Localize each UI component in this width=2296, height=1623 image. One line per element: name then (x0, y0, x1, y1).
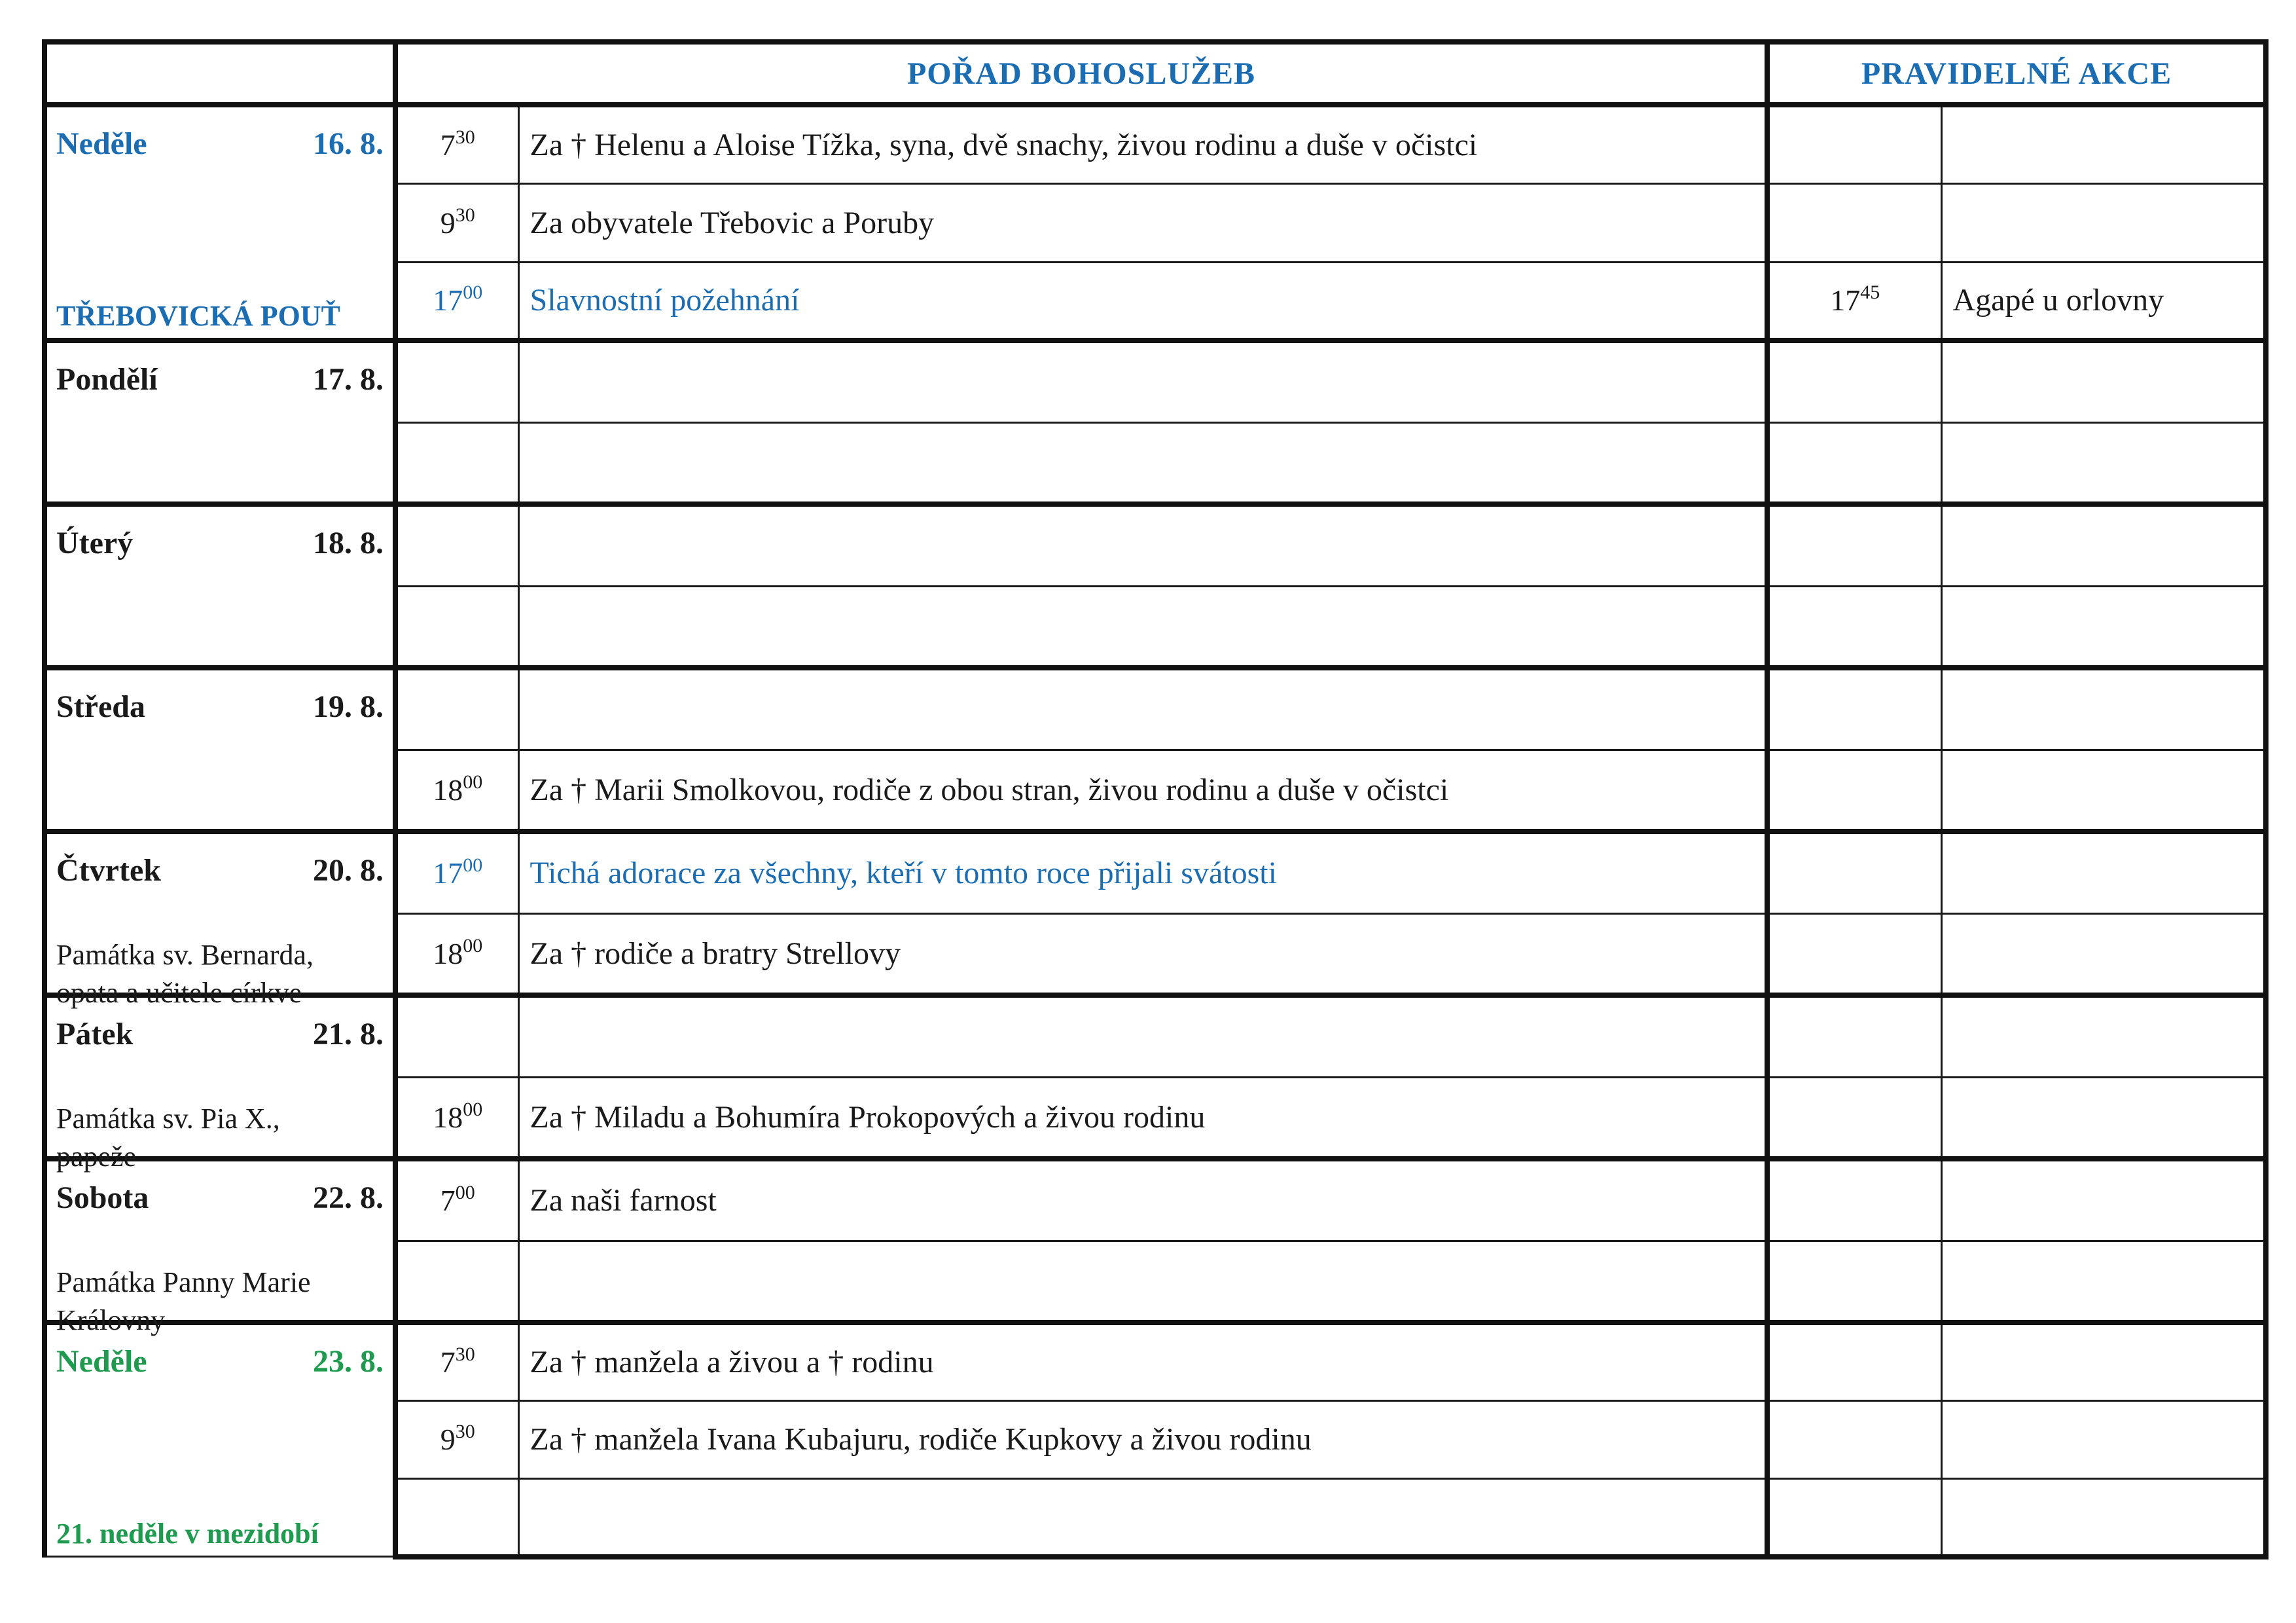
mass-time (395, 913, 518, 995)
day-block (56, 1343, 384, 1556)
memorial-line-1: Památka sv. Bernarda, (56, 939, 314, 971)
day-cell-nedele (45, 105, 395, 340)
services-title: POŘAD BOHOSLUŽEB (395, 42, 1767, 105)
schedule-row (45, 340, 2266, 422)
mass-intention (518, 586, 1767, 668)
mass-time (395, 105, 518, 183)
event-time (1767, 1241, 1941, 1322)
mass-time-minute: 00 (463, 771, 483, 793)
day-cell-pondeli (45, 340, 395, 504)
schedule-table (42, 39, 2269, 1559)
mass-time-hour: 7 (440, 1345, 456, 1379)
day-name: Úterý (56, 526, 134, 560)
event-name (1941, 1400, 2266, 1478)
schedule-row (45, 668, 2266, 750)
mass-time-minute: 00 (463, 934, 483, 957)
day-cell-nedele (45, 1322, 395, 1557)
event-name (1941, 1322, 2266, 1400)
day-date: 19. 8. (313, 689, 384, 724)
memorial-line-2: Královny (56, 1304, 166, 1336)
event-time (1767, 995, 1941, 1077)
schedule-row (45, 504, 2266, 586)
schedule-body (45, 42, 2266, 1557)
mass-intention: Za obyvatele Třebovic a Poruby (518, 183, 1767, 262)
event-time (1767, 183, 1941, 262)
day-feast-note: 21. neděle v mezidobí (56, 1518, 319, 1550)
memorial-line-1: Památka sv. Pia X., (56, 1103, 280, 1135)
event-time (1767, 750, 1941, 831)
mass-time-minute: 30 (455, 204, 475, 226)
event-name (1941, 913, 2266, 995)
mass-intention (518, 340, 1767, 422)
event-time-hour: 17 (1830, 283, 1861, 318)
day-block (56, 1180, 384, 1336)
event-name: Agapé u orlovny (1941, 262, 2266, 340)
mass-intention: Tichá adorace za všechny, kteří v tomto roce přijali svátosti (518, 831, 1767, 913)
day-heading (56, 1180, 384, 1216)
day-name: Neděle (56, 126, 147, 161)
mass-time-hour: 18 (433, 1100, 463, 1134)
event-name (1941, 995, 2266, 1077)
mass-intention: Za † rodiče a bratry Strellovy (518, 913, 1767, 995)
mass-time-minute: 30 (455, 126, 475, 148)
memorial-line-2: opata a učitele církve (56, 977, 302, 1009)
mass-time-hour: 18 (433, 936, 463, 970)
schedule-row (45, 105, 2266, 183)
mass-time-hour: 7 (440, 128, 456, 162)
event-time (1767, 422, 1941, 504)
day-block (56, 1016, 384, 1173)
day-heading (56, 689, 384, 725)
mass-time (395, 668, 518, 750)
day-block (56, 525, 384, 665)
mass-time (395, 504, 518, 586)
event-name (1941, 586, 2266, 668)
day-date: 18. 8. (313, 526, 384, 560)
day-cell-utery (45, 504, 395, 668)
mass-time-minute: 00 (463, 282, 483, 304)
event-name (1941, 340, 2266, 422)
mass-time (395, 831, 518, 913)
mass-time-minute: 30 (455, 1343, 475, 1366)
day-name: Neděle (56, 1344, 147, 1379)
event-name (1941, 750, 2266, 831)
mass-time (395, 750, 518, 831)
day-cell-streda (45, 668, 395, 831)
day-name: Pátek (56, 1017, 134, 1051)
mass-time (395, 1077, 518, 1159)
event-time (1767, 504, 1941, 586)
event-name (1941, 183, 2266, 262)
mass-intention: Za † manžela Ivana Kubajuru, rodiče Kupkovy a živou rodinu (518, 1400, 1767, 1478)
mass-time-hour: 17 (433, 856, 463, 890)
event-time (1767, 913, 1941, 995)
schedule-row (45, 1322, 2266, 1400)
day-name: Středa (56, 689, 145, 724)
mass-intention: Za † Helenu a Aloise Tížka, syna, dvě snachy, živou rodinu a duše v očistci (518, 105, 1767, 183)
header-row (45, 42, 2266, 105)
memorial-line-1: Památka Panny Marie (56, 1266, 311, 1298)
memorial-line-2: papeže (56, 1140, 137, 1173)
mass-intention: Za † manžela a živou a † rodinu (518, 1322, 1767, 1400)
event-time (1767, 1077, 1941, 1159)
day-heading (56, 525, 384, 561)
day-cell-ctvrtek (45, 831, 395, 1009)
day-cell-sobota (45, 1159, 395, 1336)
day-date: 17. 8. (313, 362, 384, 397)
day-block (56, 852, 384, 1009)
mass-intention: Za † Marii Smolkovou, rodiče z obou stran, živou rodinu a duše v očistci (518, 750, 1767, 831)
mass-time-minute: 00 (463, 1098, 483, 1120)
day-date: 22. 8. (313, 1180, 384, 1215)
event-time (1767, 1400, 1941, 1478)
day-memorial-note (56, 936, 314, 1012)
event-name (1941, 668, 2266, 750)
event-time (1767, 340, 1941, 422)
day-feast-note: TŘEBOVICKÁ POUŤ (56, 300, 340, 332)
mass-time (395, 1322, 518, 1400)
day-memorial-note (56, 1264, 311, 1340)
day-date: 21. 8. (313, 1017, 384, 1051)
mass-intention (518, 668, 1767, 750)
event-name (1941, 1478, 2266, 1556)
day-name: Pondělí (56, 362, 158, 397)
mass-time (395, 586, 518, 668)
mass-time (395, 183, 518, 262)
event-time (1767, 262, 1941, 340)
mass-intention (518, 1241, 1767, 1322)
day-date: 16. 8. (313, 126, 384, 161)
day-name: Sobota (56, 1180, 149, 1215)
event-time (1767, 586, 1941, 668)
schedule-row (45, 831, 2266, 913)
event-time (1767, 831, 1941, 913)
day-heading (56, 852, 384, 888)
event-time (1767, 105, 1941, 183)
event-name (1941, 105, 2266, 183)
mass-time-hour: 7 (440, 1184, 456, 1218)
mass-intention (518, 422, 1767, 504)
mass-time-hour: 17 (433, 283, 463, 318)
event-time (1767, 668, 1941, 750)
event-name (1941, 1241, 2266, 1322)
events-title: PRAVIDELNÉ AKCE (1767, 42, 2266, 105)
day-cell-patek (45, 995, 395, 1173)
day-date: 23. 8. (313, 1344, 384, 1379)
day-date: 20. 8. (313, 853, 384, 888)
event-time (1767, 1159, 1941, 1241)
schedule-row (45, 995, 2266, 1077)
mass-time (395, 1400, 518, 1478)
mass-intention (518, 504, 1767, 586)
mass-intention: Za naši farnost (518, 1159, 1767, 1241)
mass-intention: Za † Miladu a Bohumíra Prokopových a živou rodinu (518, 1077, 1767, 1159)
event-name (1941, 1159, 2266, 1241)
mass-time-minute: 00 (463, 854, 483, 877)
mass-time (395, 262, 518, 340)
day-heading (56, 1343, 384, 1379)
mass-time-hour: 18 (433, 773, 463, 807)
mass-time-hour: 9 (440, 1423, 456, 1457)
day-heading (56, 126, 384, 162)
day-block (56, 689, 384, 829)
mass-time (395, 340, 518, 422)
mass-time (395, 1478, 518, 1556)
mass-time (395, 1159, 518, 1241)
event-name (1941, 831, 2266, 913)
mass-time-minute: 00 (455, 1182, 475, 1204)
mass-time (395, 422, 518, 504)
event-time-minute: 45 (1860, 282, 1880, 304)
day-block (56, 361, 384, 501)
day-heading (56, 1016, 384, 1052)
mass-time-hour: 9 (440, 206, 456, 240)
day-memorial-note (56, 1100, 280, 1176)
event-time (1767, 1322, 1941, 1400)
schedule-row (45, 1159, 2266, 1241)
day-block (56, 126, 384, 338)
event-name (1941, 1077, 2266, 1159)
mass-time-minute: 30 (455, 1421, 475, 1443)
mass-intention (518, 995, 1767, 1077)
mass-time (395, 1241, 518, 1322)
header-empty-cell (45, 42, 395, 105)
day-name: Čtvrtek (56, 853, 161, 888)
mass-time (395, 995, 518, 1077)
event-time (1767, 1478, 1941, 1556)
mass-intention (518, 1478, 1767, 1556)
mass-intention: Slavnostní požehnání (518, 262, 1767, 340)
event-name (1941, 422, 2266, 504)
day-heading (56, 361, 384, 397)
event-name (1941, 504, 2266, 586)
